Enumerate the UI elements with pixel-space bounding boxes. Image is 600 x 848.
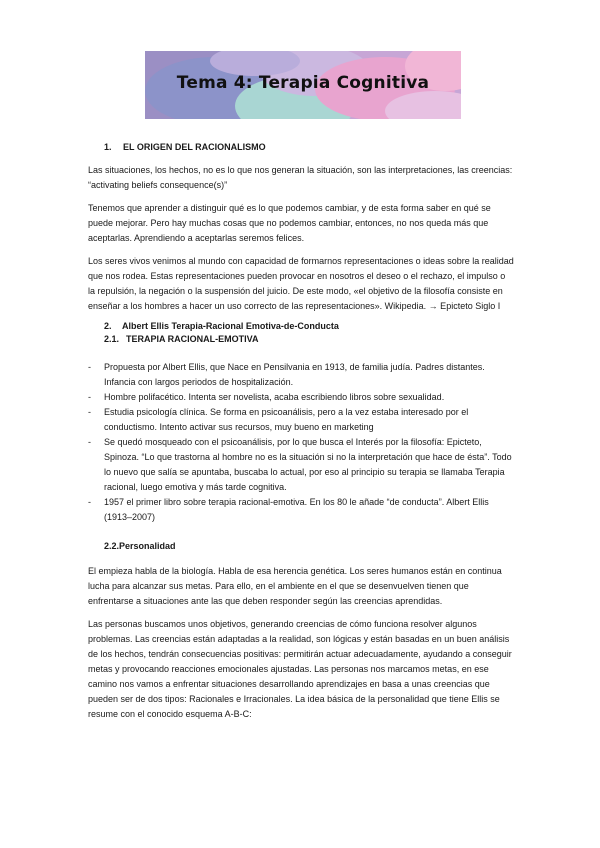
subsection-title: TERAPIA RACIONAL-EMOTIVA: [126, 334, 259, 344]
subsection-heading-2-2: 2.2.Personalidad: [104, 541, 176, 551]
bullet-marker: -: [88, 437, 91, 447]
paragraph: Las personas buscamos unos objetivos, generando creencias de cómo funciona resolver algunos problemas. Las creencias están adaptadas a la realidad, son lógicas y están basadas en un buen análisis de los hechos, tendrán consecuencias positivas: permitirán actuar adecuadamente, ayudando a conseguir metas y provocando reacciones emocionales ajustadas. Las personas nos marcamos metas, en ese camino nos vamos a enfrentar situaciones desarrollando aprendizajes en basa a unas creencias que pueden ser de dos tipos: Racionales e Irracionales. La idea básica de la personalidad que tiene Ellis se resume con el conocido esquema A-B-C:: [88, 619, 512, 719]
list-item: - Hombre polifacético. Intenta ser novelista, acaba escribiendo libros sobre sexualidad.: [88, 390, 514, 405]
section-number: 1.: [104, 142, 112, 152]
bullet-marker: -: [88, 392, 91, 402]
paragraph: Tenemos que aprender a distinguir qué es lo que podemos cambiar, y de esta forma saber en qué se puede mejorar. Pero hay muchas cosas que no podemos cambiar, entonces, no nos queda más que aceptarlas. Aprendiendo a aceptarlas seremos felices.: [88, 203, 491, 243]
section-number: 2.: [104, 321, 112, 331]
paragraph: Los seres vivos venimos al mundo con capacidad de formarnos representaciones o ideas sobre la realidad que nos rodea. Estas representaciones pueden provocar en nosotros el deseo o el rechazo, el impulso o la repulsión, la negación o la suspensión del juicio. De este modo, «el objetivo de la filosofía consiste en enseñar a los hombres a hacer un uso correcto de las representaciones». Wikipedia. → Epicteto Siglo I: [88, 256, 514, 311]
paragraph: Las situaciones, los hechos, no es lo que nos generan la situación, son las interpretaciones, las creencias: “activating beliefs consequence(s)”: [88, 165, 513, 190]
bullet-marker: -: [88, 497, 91, 507]
bullet-list: [88, 360, 514, 525]
list-item: - Se quedó mosqueado con el psicoanálisis, por lo que busca el Interés por la filosofía: Epicteto, Spinoza. “Lo que trastorna al hombre no es la situación si no la interpretación que hace de ésta”. Todo lo nuevo que salía se apuntaba, buscaba lo actual, por eso al principio su terapia se llamaba Terapia racional, luego emotiva y más tarde cognitiva.: [88, 437, 512, 492]
section-heading-2: [104, 320, 514, 333]
subsection-heading-2-1: [104, 333, 514, 346]
list-item: - 1957 el primer libro sobre terapia racional-emotiva. En los 80 le añade “de conducta”. Albert Ellis (1913–2007): [88, 497, 489, 522]
section-title: Albert Ellis Terapia-Racional Emotiva-de-Conducta: [122, 321, 339, 331]
title-banner: [145, 51, 461, 119]
document-title: Tema 4: Terapia Cognitiva: [176, 73, 430, 93]
list-item: - Propuesta por Albert Ellis, que Nace en Pensilvania en 1913, de familia judía. Padres distantes. Infancia con largos periodos de hospitalización.: [88, 362, 485, 387]
section-heading-1: [104, 140, 514, 155]
bullet-marker: -: [88, 362, 91, 372]
paragraph: El empieza habla de la biología. Habla de esa herencia genética. Los seres humanos están en continua lucha para alcanzar sus metas. Para ello, en el ambiente en el que se desenvuelven tienen que enfrentarse a situaciones ante las que deben responder según las creencias aprendidas.: [88, 566, 502, 606]
list-item: - Estudia psicología clínica. Se forma en psicoanálisis, pero a la vez estaba interesado por el conductismo. Intento activar sus recursos, muy bueno en marketing: [88, 407, 469, 432]
subsection-number: 2.1.: [104, 334, 120, 344]
section-title: EL ORIGEN DEL RACIONALISMO: [123, 142, 266, 152]
document-body: [88, 140, 514, 730]
bullet-marker: -: [88, 407, 91, 417]
